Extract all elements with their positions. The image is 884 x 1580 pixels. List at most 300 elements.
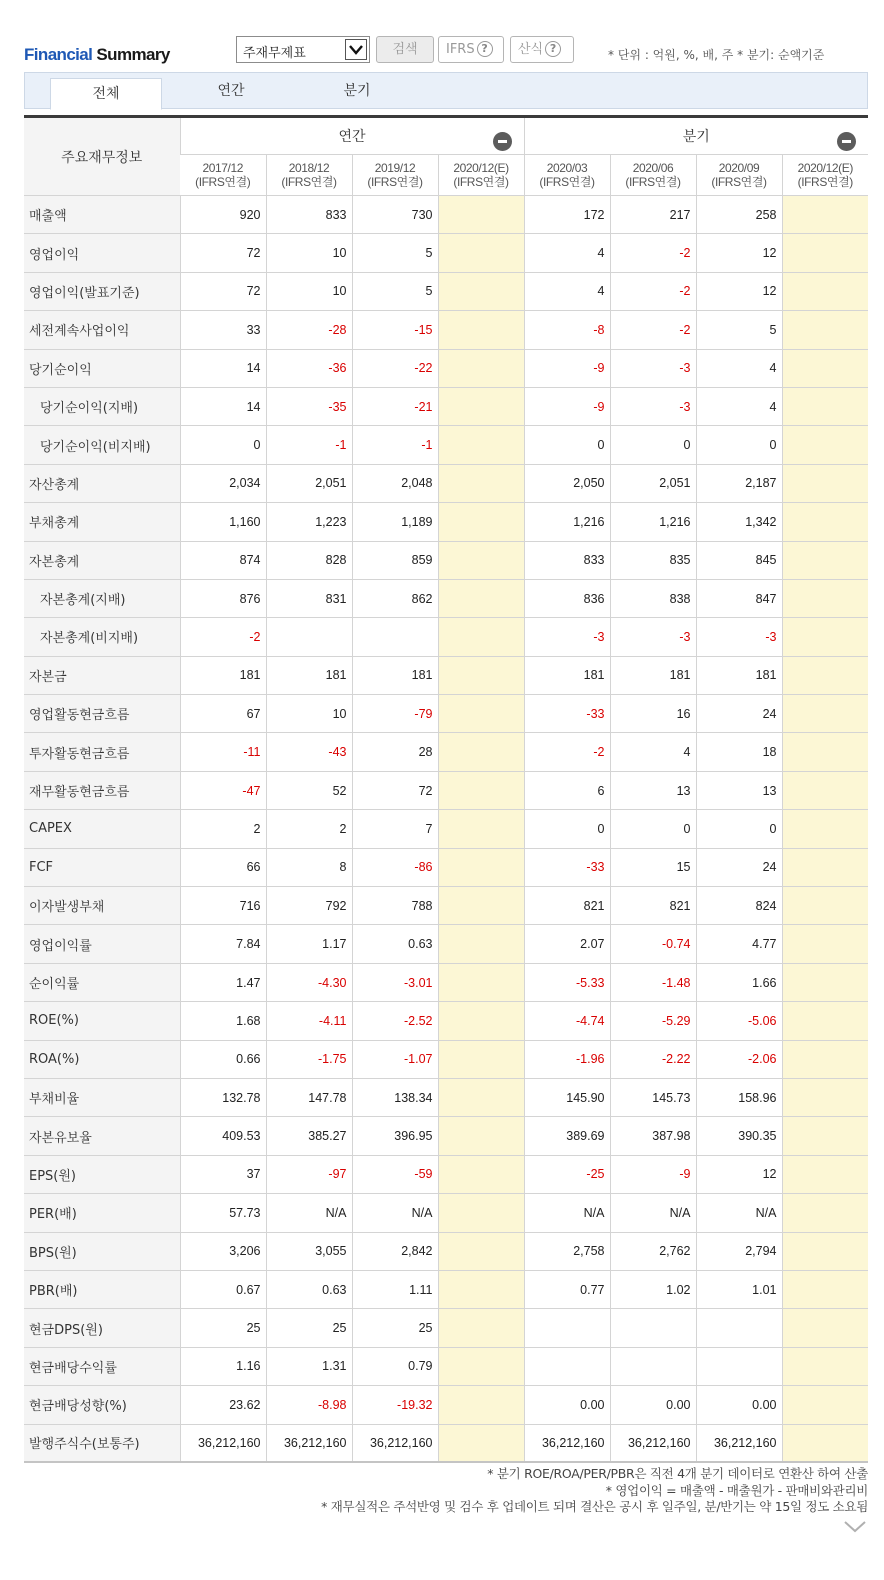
table-row [24, 1270, 868, 1308]
table-cell: 24 [696, 695, 782, 733]
logo-financial: Financial [24, 45, 93, 64]
table-cell: 2 [266, 810, 352, 848]
row-label: 투자활동현금흐름 [24, 733, 180, 771]
column-basis: (IFRS연결) [797, 175, 853, 189]
table-cell: 158.96 [696, 1078, 782, 1116]
table-cell [438, 387, 524, 425]
tab-annual[interactable]: 연간 [217, 83, 245, 99]
table-row [24, 733, 868, 771]
table-cell: -1.96 [524, 1040, 610, 1078]
table-cell: 0.63 [352, 925, 438, 963]
table-cell [352, 618, 438, 656]
table-cell: 12 [696, 234, 782, 272]
row-label: FCF [24, 848, 180, 886]
table-cell: -4.74 [524, 1002, 610, 1040]
table-cell: 0 [610, 426, 696, 464]
table-cell [782, 426, 868, 464]
table-cell: -4.30 [266, 963, 352, 1001]
table-cell: 1.68 [180, 1002, 266, 1040]
group-quarter-label: 분기 [682, 129, 710, 145]
table-cell: 181 [180, 656, 266, 694]
column-period: 2020/03 [546, 161, 588, 175]
ifrs-label: IFRS [446, 42, 475, 57]
table-cell [438, 733, 524, 771]
table-cell: 12 [696, 272, 782, 310]
table-cell: 874 [180, 541, 266, 579]
table-cell: 387.98 [610, 1117, 696, 1155]
table-cell: 0 [524, 810, 610, 848]
table-cell: 36,212,160 [266, 1424, 352, 1462]
table-cell: 7 [352, 810, 438, 848]
table-cell: 821 [524, 887, 610, 925]
table-cell: 15 [610, 848, 696, 886]
table-cell [782, 618, 868, 656]
table-cell [782, 1117, 868, 1155]
table-cell: -2.22 [610, 1040, 696, 1078]
row-label: 영업이익률 [24, 925, 180, 963]
table-cell: -3 [610, 387, 696, 425]
table-cell: 0 [696, 426, 782, 464]
table-cell [438, 541, 524, 579]
row-label: 자본금 [24, 656, 180, 694]
table-cell [438, 1002, 524, 1040]
table-cell [782, 311, 868, 349]
table-cell [782, 541, 868, 579]
table-cell: -9 [524, 349, 610, 387]
column-basis: (IFRS연결) [281, 175, 337, 189]
tab-all[interactable]: 전체 [50, 78, 162, 110]
table-row [24, 887, 868, 925]
table-cell: -97 [266, 1155, 352, 1193]
table-cell [696, 1309, 782, 1347]
table-cell [696, 1347, 782, 1385]
table-cell [438, 848, 524, 886]
table-cell: 1.16 [180, 1347, 266, 1385]
table-cell: 1.02 [610, 1270, 696, 1308]
table-cell: -9 [524, 387, 610, 425]
table-cell: 2,762 [610, 1232, 696, 1270]
table-cell [782, 1424, 868, 1462]
table-cell [782, 272, 868, 310]
table-cell: 1,216 [610, 503, 696, 541]
table-row [24, 272, 868, 310]
table-cell [438, 1424, 524, 1462]
table-cell [782, 1194, 868, 1232]
table-cell [438, 272, 524, 310]
table-row [24, 1347, 868, 1385]
table-cell [438, 1117, 524, 1155]
table-cell: 172 [524, 196, 610, 234]
table-cell: 0.00 [524, 1386, 610, 1424]
table-cell: 0 [524, 426, 610, 464]
table-cell: N/A [266, 1194, 352, 1232]
table-cell: 67 [180, 695, 266, 733]
table-cell: 389.69 [524, 1117, 610, 1155]
table-cell [782, 1155, 868, 1193]
table-cell: 0.63 [266, 1270, 352, 1308]
table-cell [438, 1386, 524, 1424]
column-period: 2019/12 [374, 161, 416, 175]
column-period: 2020/12(E) [797, 161, 853, 175]
table-cell [438, 1040, 524, 1078]
table-cell: 13 [610, 771, 696, 809]
group-header-annual [180, 117, 524, 155]
table-cell [782, 963, 868, 1001]
table-cell: 25 [180, 1309, 266, 1347]
column-header [524, 155, 610, 196]
table-cell: 862 [352, 579, 438, 617]
collapse-annual-icon[interactable] [493, 132, 512, 151]
row-label: 자본유보율 [24, 1117, 180, 1155]
table-cell: 14 [180, 387, 266, 425]
row-label: BPS(원) [24, 1232, 180, 1270]
row-label: 현금DPS(원) [24, 1309, 180, 1347]
table-cell [782, 1270, 868, 1308]
table-cell [438, 656, 524, 694]
table-cell: -3 [524, 618, 610, 656]
table-cell [782, 1078, 868, 1116]
table-row [24, 848, 868, 886]
group-annual-label: 연간 [338, 129, 366, 145]
row-label: 발행주식수(보통주) [24, 1424, 180, 1462]
table-cell: N/A [524, 1194, 610, 1232]
table-cell [782, 196, 868, 234]
table-cell: -36 [266, 349, 352, 387]
table-cell [438, 426, 524, 464]
ifrs-help-button[interactable] [438, 36, 504, 63]
table-cell: 1,342 [696, 503, 782, 541]
footnote: * 분기 ROE/ROA/PER/PBR은 직전 4개 분기 데이터로 연환산 하여 산출 [487, 1466, 868, 1481]
table-cell: 23.62 [180, 1386, 266, 1424]
table-cell: 2,187 [696, 464, 782, 502]
table-cell: 390.35 [696, 1117, 782, 1155]
table-cell [782, 733, 868, 771]
tab-quarter[interactable]: 분기 [343, 83, 371, 99]
row-label: PER(배) [24, 1194, 180, 1232]
table-cell: 10 [266, 272, 352, 310]
table-cell: 1.11 [352, 1270, 438, 1308]
table-cell: 2,051 [266, 464, 352, 502]
table-cell: -8.98 [266, 1386, 352, 1424]
row-label: 자본총계 [24, 541, 180, 579]
column-header [438, 155, 524, 196]
table-cell: -3 [696, 618, 782, 656]
table-cell: 37 [180, 1155, 266, 1193]
table-cell: 1,216 [524, 503, 610, 541]
table-row [24, 311, 868, 349]
table-cell: 0.67 [180, 1270, 266, 1308]
table-cell: 1.17 [266, 925, 352, 963]
table-cell: -3 [610, 618, 696, 656]
table-cell: 2 [180, 810, 266, 848]
table-row [24, 579, 868, 617]
table-cell [438, 1270, 524, 1308]
table-cell: 0 [696, 810, 782, 848]
table-row [24, 1194, 868, 1232]
table-cell [610, 1309, 696, 1347]
footnote: * 영업이익 = 매출액 - 매출원가 - 판매비와관리비 [605, 1482, 868, 1498]
table-cell: -47 [180, 771, 266, 809]
table-cell: 24 [696, 848, 782, 886]
table-cell: -25 [524, 1155, 610, 1193]
table-cell: 72 [180, 272, 266, 310]
row-label: 당기순이익 [24, 349, 180, 387]
table-cell [438, 311, 524, 349]
table-cell: -11 [180, 733, 266, 771]
table-cell [438, 349, 524, 387]
table-cell: 833 [524, 541, 610, 579]
column-basis: (IFRS연결) [195, 175, 251, 189]
table-cell: 181 [352, 656, 438, 694]
table-cell: -5.29 [610, 1002, 696, 1040]
table-cell [438, 579, 524, 617]
collapse-quarter-icon[interactable] [837, 132, 856, 151]
table-row [24, 925, 868, 963]
table-cell: 4 [696, 387, 782, 425]
footnotes [321, 1466, 868, 1516]
table-cell: 138.34 [352, 1078, 438, 1116]
table-cell [438, 810, 524, 848]
table-cell: 0.77 [524, 1270, 610, 1308]
table-cell: 0 [610, 810, 696, 848]
table-row [24, 349, 868, 387]
column-header [266, 155, 352, 196]
table-cell [782, 1309, 868, 1347]
table-cell: 36,212,160 [180, 1424, 266, 1462]
table-cell: -4.11 [266, 1002, 352, 1040]
table-cell: -1.48 [610, 963, 696, 1001]
table-cell [438, 1347, 524, 1385]
row-label: 이자발생부채 [24, 887, 180, 925]
table-cell: -43 [266, 733, 352, 771]
table-cell [438, 1309, 524, 1347]
table-cell: 145.90 [524, 1078, 610, 1116]
table-cell: 147.78 [266, 1078, 352, 1116]
table-cell [782, 1040, 868, 1078]
chevron-down-icon[interactable] [345, 39, 367, 60]
table-row [24, 618, 868, 656]
column-period: 2020/06 [632, 161, 674, 175]
column-basis: (IFRS연결) [711, 175, 767, 189]
table-cell: 25 [266, 1309, 352, 1347]
table-cell [782, 1232, 868, 1270]
table-cell: 859 [352, 541, 438, 579]
table-cell [438, 771, 524, 809]
formula-help-button[interactable] [510, 36, 574, 63]
table-cell: 258 [696, 196, 782, 234]
table-cell: 409.53 [180, 1117, 266, 1155]
table-cell: -2 [610, 311, 696, 349]
table-row [24, 234, 868, 272]
column-basis: (IFRS연결) [539, 175, 595, 189]
table-cell: -86 [352, 848, 438, 886]
column-period: 2020/12(E) [453, 161, 509, 175]
table-cell [782, 848, 868, 886]
table-cell: 72 [352, 771, 438, 809]
table-row [24, 695, 868, 733]
table-cell: 385.27 [266, 1117, 352, 1155]
table-cell: 14 [180, 349, 266, 387]
table-cell: 12 [696, 1155, 782, 1193]
statement-select[interactable] [236, 36, 370, 63]
table-cell: 5 [696, 311, 782, 349]
table-cell [782, 503, 868, 541]
table-cell: 4 [524, 234, 610, 272]
column-header [352, 155, 438, 196]
table-cell: 920 [180, 196, 266, 234]
column-basis: (IFRS연결) [625, 175, 681, 189]
table-row [24, 196, 868, 234]
table-cell: 33 [180, 311, 266, 349]
table-cell: 132.78 [180, 1078, 266, 1116]
table-cell [782, 349, 868, 387]
table-cell: 2.07 [524, 925, 610, 963]
financial-table-wrapper [24, 115, 868, 1463]
financial-summary-table [24, 115, 868, 1463]
table-cell: 0.79 [352, 1347, 438, 1385]
table-cell: 52 [266, 771, 352, 809]
table-cell: 847 [696, 579, 782, 617]
table-cell: 4 [696, 349, 782, 387]
table-cell: 13 [696, 771, 782, 809]
table-row [24, 1078, 868, 1116]
table-cell [438, 1232, 524, 1270]
group-header-quarter [524, 117, 868, 155]
table-cell [438, 1194, 524, 1232]
table-cell: -5.33 [524, 963, 610, 1001]
table-cell: 845 [696, 541, 782, 579]
table-cell: 28 [352, 733, 438, 771]
table-cell: 0.00 [610, 1386, 696, 1424]
table-row [24, 387, 868, 425]
column-period: 2017/12 [202, 161, 244, 175]
table-cell: 828 [266, 541, 352, 579]
table-row [24, 771, 868, 809]
table-cell: 18 [696, 733, 782, 771]
row-label: 부채총계 [24, 503, 180, 541]
table-cell: 831 [266, 579, 352, 617]
table-cell: 0.00 [696, 1386, 782, 1424]
table-cell: 833 [266, 196, 352, 234]
table-cell: -1.75 [266, 1040, 352, 1078]
table-cell: 838 [610, 579, 696, 617]
table-cell: -0.74 [610, 925, 696, 963]
table-cell: -2 [610, 234, 696, 272]
column-basis: (IFRS연결) [367, 175, 423, 189]
table-cell [438, 618, 524, 656]
row-label: ROA(%) [24, 1040, 180, 1078]
table-row [24, 1002, 868, 1040]
table-cell: 1.01 [696, 1270, 782, 1308]
table-cell: -35 [266, 387, 352, 425]
table-cell: 2,758 [524, 1232, 610, 1270]
table-cell: 824 [696, 887, 782, 925]
table-cell: 876 [180, 579, 266, 617]
table-cell: 788 [352, 887, 438, 925]
table-cell: 181 [696, 656, 782, 694]
table-cell [438, 887, 524, 925]
table-cell: 181 [524, 656, 610, 694]
table-cell: 4 [524, 272, 610, 310]
row-label: 현금배당수익률 [24, 1347, 180, 1385]
table-cell: N/A [610, 1194, 696, 1232]
column-header [782, 155, 868, 196]
table-cell: 2,048 [352, 464, 438, 502]
row-label: 자본총계(지배) [24, 579, 180, 617]
table-cell: 2,034 [180, 464, 266, 502]
row-label: 부채비율 [24, 1078, 180, 1116]
table-row [24, 1155, 868, 1193]
row-label: 당기순이익(비지배) [24, 426, 180, 464]
table-row [24, 1424, 868, 1462]
table-cell: -3 [610, 349, 696, 387]
table-cell: 1,189 [352, 503, 438, 541]
table-row [24, 656, 868, 694]
table-cell: 1.31 [266, 1347, 352, 1385]
table-cell: 6 [524, 771, 610, 809]
expand-chevron-icon[interactable] [843, 1520, 867, 1534]
table-cell: -5.06 [696, 1002, 782, 1040]
table-cell: 145.73 [610, 1078, 696, 1116]
table-row [24, 426, 868, 464]
table-cell: 716 [180, 887, 266, 925]
table-cell [438, 1078, 524, 1116]
logo-summary: Summary [96, 45, 170, 64]
table-cell: 25 [352, 1309, 438, 1347]
table-row [24, 464, 868, 502]
table-cell [782, 656, 868, 694]
table-cell: -59 [352, 1155, 438, 1193]
row-label: 매출액 [24, 196, 180, 234]
table-cell: -79 [352, 695, 438, 733]
table-cell: -3.01 [352, 963, 438, 1001]
row-header-label: 주요재무정보 [24, 117, 180, 196]
table-cell: -22 [352, 349, 438, 387]
table-cell [782, 810, 868, 848]
table-cell: 3,055 [266, 1232, 352, 1270]
row-label: 자산총계 [24, 464, 180, 502]
table-cell: -21 [352, 387, 438, 425]
table-row [24, 541, 868, 579]
table-cell [782, 464, 868, 502]
search-button[interactable]: 검색 [376, 36, 434, 63]
table-cell: -2 [524, 733, 610, 771]
table-cell: 792 [266, 887, 352, 925]
table-cell: -1.07 [352, 1040, 438, 1078]
table-cell: 2,842 [352, 1232, 438, 1270]
table-cell: 0.66 [180, 1040, 266, 1078]
table-cell [266, 618, 352, 656]
table-cell: 10 [266, 234, 352, 272]
table-cell [438, 234, 524, 272]
table-cell: -33 [524, 695, 610, 733]
table-row [24, 1117, 868, 1155]
table-cell [438, 925, 524, 963]
formula-label: 산식 [518, 42, 544, 57]
table-cell [782, 234, 868, 272]
table-cell: -28 [266, 311, 352, 349]
table-cell: 16 [610, 695, 696, 733]
table-cell [524, 1347, 610, 1385]
table-cell [782, 387, 868, 425]
table-cell [782, 771, 868, 809]
table-cell [610, 1347, 696, 1385]
table-cell: 0 [180, 426, 266, 464]
table-cell [438, 196, 524, 234]
table-cell: 1.47 [180, 963, 266, 1001]
row-label: EPS(원) [24, 1155, 180, 1193]
table-cell: 3,206 [180, 1232, 266, 1270]
